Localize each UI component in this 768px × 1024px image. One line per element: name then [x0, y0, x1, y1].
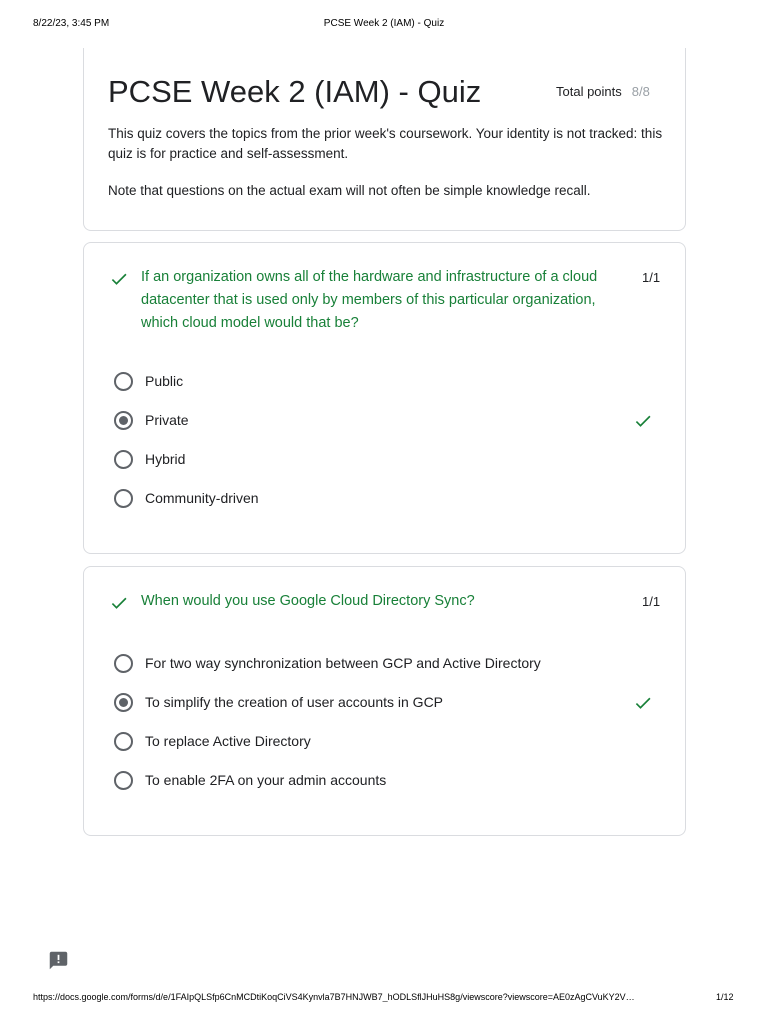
quiz-header-card — [83, 48, 686, 231]
checkmark-icon — [633, 411, 653, 431]
radio-button[interactable] — [114, 771, 133, 790]
radio-button[interactable] — [114, 450, 133, 469]
option-label: Community-driven — [145, 490, 259, 506]
answer-option[interactable] — [114, 652, 659, 676]
option-label: Hybrid — [145, 451, 186, 467]
checkmark-icon — [109, 593, 129, 613]
quiz-description: This quiz covers the topics from the prior week's coursework. Your identity is not tracked: this quiz is for practice and self-assessment. — [108, 126, 663, 161]
question-text: If an organization owns all of the hardware and infrastructure of a cloud datacenter that is used only by members of this particular organization, which cloud model would that be? — [141, 269, 598, 331]
answer-option[interactable] — [114, 730, 659, 754]
radio-button[interactable] — [114, 732, 133, 751]
option-label: For two way synchronization between GCP and Active Directory — [145, 655, 541, 671]
option-label: Public — [145, 373, 184, 389]
total-points-label: Total points — [556, 84, 622, 99]
answer-option[interactable] — [114, 409, 659, 433]
answer-option[interactable] — [114, 448, 659, 472]
report-feedback-icon[interactable] — [48, 950, 69, 971]
option-label: To simplify the creation of user accounts in GCP — [145, 694, 444, 710]
page-number: 1/12 — [716, 992, 734, 1002]
page-title: PCSE Week 2 (IAM) - Quiz — [108, 74, 482, 109]
print-url: https://docs.google.com/forms/d/e/1FAIpQLSfp6CnMCDtiKoqCiVS4Kynvla7B7HNJWB7_hODLSflJHuHS8g/viewscore?viewscore=AE0zAgCVuKY2V… — [33, 992, 635, 1002]
print-header — [0, 18, 768, 32]
question-text: When would you use Google Cloud Directory Sync? — [141, 593, 475, 609]
print-title: PCSE Week 2 (IAM) - Quiz — [323, 18, 445, 29]
answer-option[interactable] — [114, 370, 659, 394]
question-card — [83, 566, 686, 836]
radio-button[interactable] — [114, 489, 133, 508]
question-card — [83, 242, 686, 554]
print-date: 8/22/23, 3:45 PM — [33, 18, 110, 29]
checkmark-icon — [109, 269, 129, 289]
option-label: Private — [145, 412, 189, 428]
total-points-value: 8/8 — [631, 84, 650, 99]
checkmark-icon — [633, 693, 653, 713]
answer-option[interactable] — [114, 769, 659, 793]
radio-button[interactable] — [114, 372, 133, 391]
radio-button-selected[interactable] — [114, 411, 133, 430]
question-score: 1/1 — [642, 270, 661, 285]
option-label: To enable 2FA on your admin accounts — [145, 772, 387, 788]
question-score: 1/1 — [642, 594, 661, 609]
answer-option[interactable] — [114, 691, 659, 715]
option-label: To replace Active Directory — [145, 733, 311, 749]
quiz-note: Note that questions on the actual exam will not often be simple knowledge recall. — [108, 183, 591, 198]
answer-option[interactable] — [114, 487, 659, 511]
total-points — [556, 84, 650, 99]
radio-button-selected[interactable] — [114, 693, 133, 712]
radio-button[interactable] — [114, 654, 133, 673]
